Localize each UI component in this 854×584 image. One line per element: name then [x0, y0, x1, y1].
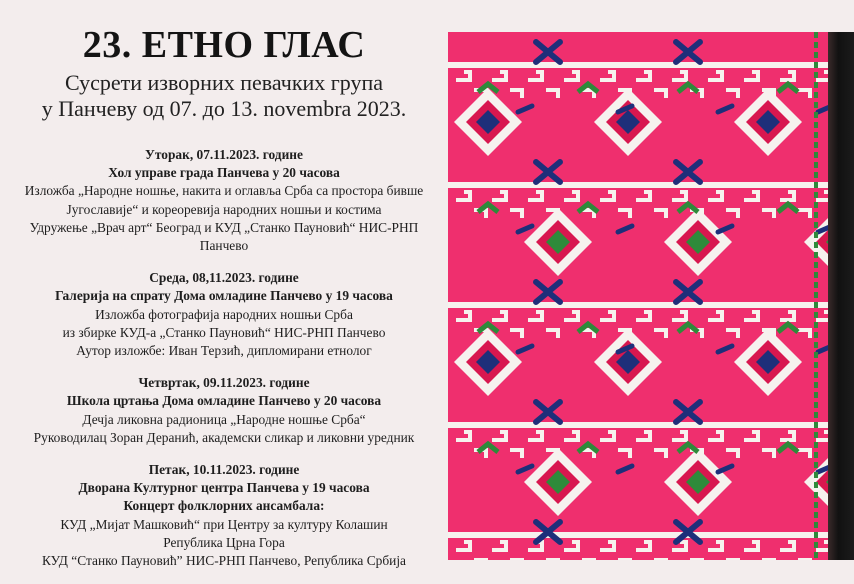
schedule-day [0, 374, 448, 447]
image-dark-edge [828, 32, 854, 560]
textile-edge-stitch [814, 152, 818, 158]
textile-edge-stitch [814, 292, 818, 298]
textile-edge-stitch [814, 312, 818, 318]
poster-subtitle [0, 70, 448, 122]
textile-edge-stitch [814, 252, 818, 258]
textile-edge-stitch [814, 142, 818, 148]
textile-edge-stitch [814, 102, 818, 108]
event-line: КУД “Станко Пауновић” НИС-РНП Панчево, Република Србија [42, 553, 406, 569]
event-line: Панчево [199, 238, 249, 254]
textile-edge-stitch [814, 352, 818, 358]
textile-edge-stitch [814, 522, 818, 528]
textile-edge-stitch [814, 242, 818, 248]
textile-edge-stitch [814, 202, 818, 208]
subtitle-line-1: Сусрети изворних певачких група [64, 70, 384, 95]
textile-edge-stitch [814, 262, 818, 268]
textile-edge-stitch [814, 382, 818, 388]
schedule-day [0, 146, 448, 255]
event-line: Изложба „Народне ношње, накита и оглавља Срба са простора бивше [24, 183, 424, 199]
event-line: Дечја ликовна радионица „Народне ношње Срба“ [82, 411, 366, 427]
textile-edge-stitch [814, 472, 818, 478]
textile-band [448, 182, 828, 188]
textile-edge-stitch [814, 52, 818, 58]
textile-edge-stitch [814, 342, 818, 348]
event-line: Аутор изложбе: Иван Терзић, дипломирани етнолог [76, 343, 372, 359]
textile-edge-stitch [814, 272, 818, 278]
textile-edge-stitch [814, 532, 818, 538]
textile-edge-stitch [814, 442, 818, 448]
textile-edge-stitch [814, 492, 818, 498]
event-schedule [0, 146, 448, 584]
textile-edge-stitch [814, 362, 818, 368]
textile-edge-stitch [814, 32, 818, 38]
event-line: КУД „Мијат Машковић“ при Центру за културу Колашин [60, 516, 388, 532]
textile-band [448, 422, 828, 428]
textile-edge-stitch [814, 412, 818, 418]
textile-edge-stitch [814, 192, 818, 198]
event-subheading: Концерт фолклорних ансамбала: [123, 498, 325, 514]
event-date: Среда, 08,11.2023. године [149, 270, 299, 286]
textile-edge-stitch [814, 72, 818, 78]
event-date: Четвртак, 09.11.2023. године [138, 375, 310, 391]
textile-edge-stitch [814, 372, 818, 378]
event-date: Петак, 10.11.2023. године [148, 462, 300, 478]
schedule-day [0, 269, 448, 360]
event-line: Изложба фотографија народних ношњи Срба [95, 306, 353, 322]
textile-pattern [448, 32, 828, 560]
event-venue: Галерија на спрату Дома омладине Панчево у 19 часова [55, 288, 393, 304]
textile-edge-stitch [814, 462, 818, 468]
textile-edge-stitch [814, 92, 818, 98]
event-line: Руководилац Зоран Деранић, академски сликар и ликовни уредник [33, 429, 415, 445]
textile-edge-stitch [814, 552, 818, 558]
textile-edge-stitch [814, 302, 818, 308]
textile-edge-stitch [814, 322, 818, 328]
event-date: Уторак, 07.11.2023. године [145, 147, 303, 162]
textile-edge-stitch [814, 62, 818, 68]
textile-edge-stitch [814, 332, 818, 338]
event-line: из збирке КУД-а „Станко Пауновић“ НИС-РНП Панчево [62, 324, 386, 340]
textile-edge-stitch [814, 172, 818, 178]
textile-edge-stitch [814, 122, 818, 128]
poster-title: 23. ЕТНО ГЛАС [82, 24, 366, 66]
textile-edge-stitch [814, 132, 818, 138]
textile-edge-stitch [814, 402, 818, 408]
textile-edge-stitch [814, 502, 818, 508]
textile-edge-stitch [814, 42, 818, 48]
textile-edge-stitch [814, 232, 818, 238]
event-venue: Хол управе града Панчева у 20 часова [108, 165, 340, 181]
event-line: Удружење „Врач арт“ Београд и КУД „Станко Пауновић“ НИС-РНП [29, 219, 419, 235]
textile-edge-stitch [814, 282, 818, 288]
textile-edge-stitch [814, 182, 818, 188]
textile-edge-stitch [814, 482, 818, 488]
textile-edge-stitch [814, 432, 818, 438]
textile-edge-stitch [814, 162, 818, 168]
textile-band [448, 532, 828, 538]
subtitle-line-2: у Панчеву од 07. до 13. novembra 2023. [41, 96, 407, 121]
textile-band [448, 62, 828, 68]
textile-edge-stitch [814, 542, 818, 548]
textile-edge-stitch [814, 422, 818, 428]
textile-edge-stitch [814, 392, 818, 398]
embroidered-textile-image [448, 32, 828, 560]
textile-edge-stitch [814, 82, 818, 88]
textile-band [448, 302, 828, 308]
textile-edge-stitch [814, 452, 818, 458]
textile-edge-stitch [814, 222, 818, 228]
schedule-day [0, 461, 448, 570]
event-venue: Школа цртања Дома омладине Панчево у 20 часова [66, 393, 382, 409]
event-venue: Дворана Културног центра Панчева у 19 часова [78, 480, 370, 496]
event-line: Југославије“ и кореоревија народних ношњи и костима [66, 201, 382, 217]
event-line: Република Црна Гора [163, 534, 285, 550]
textile-edge-stitch [814, 212, 818, 218]
textile-edge-stitch [814, 512, 818, 518]
textile-edge-stitch [814, 112, 818, 118]
